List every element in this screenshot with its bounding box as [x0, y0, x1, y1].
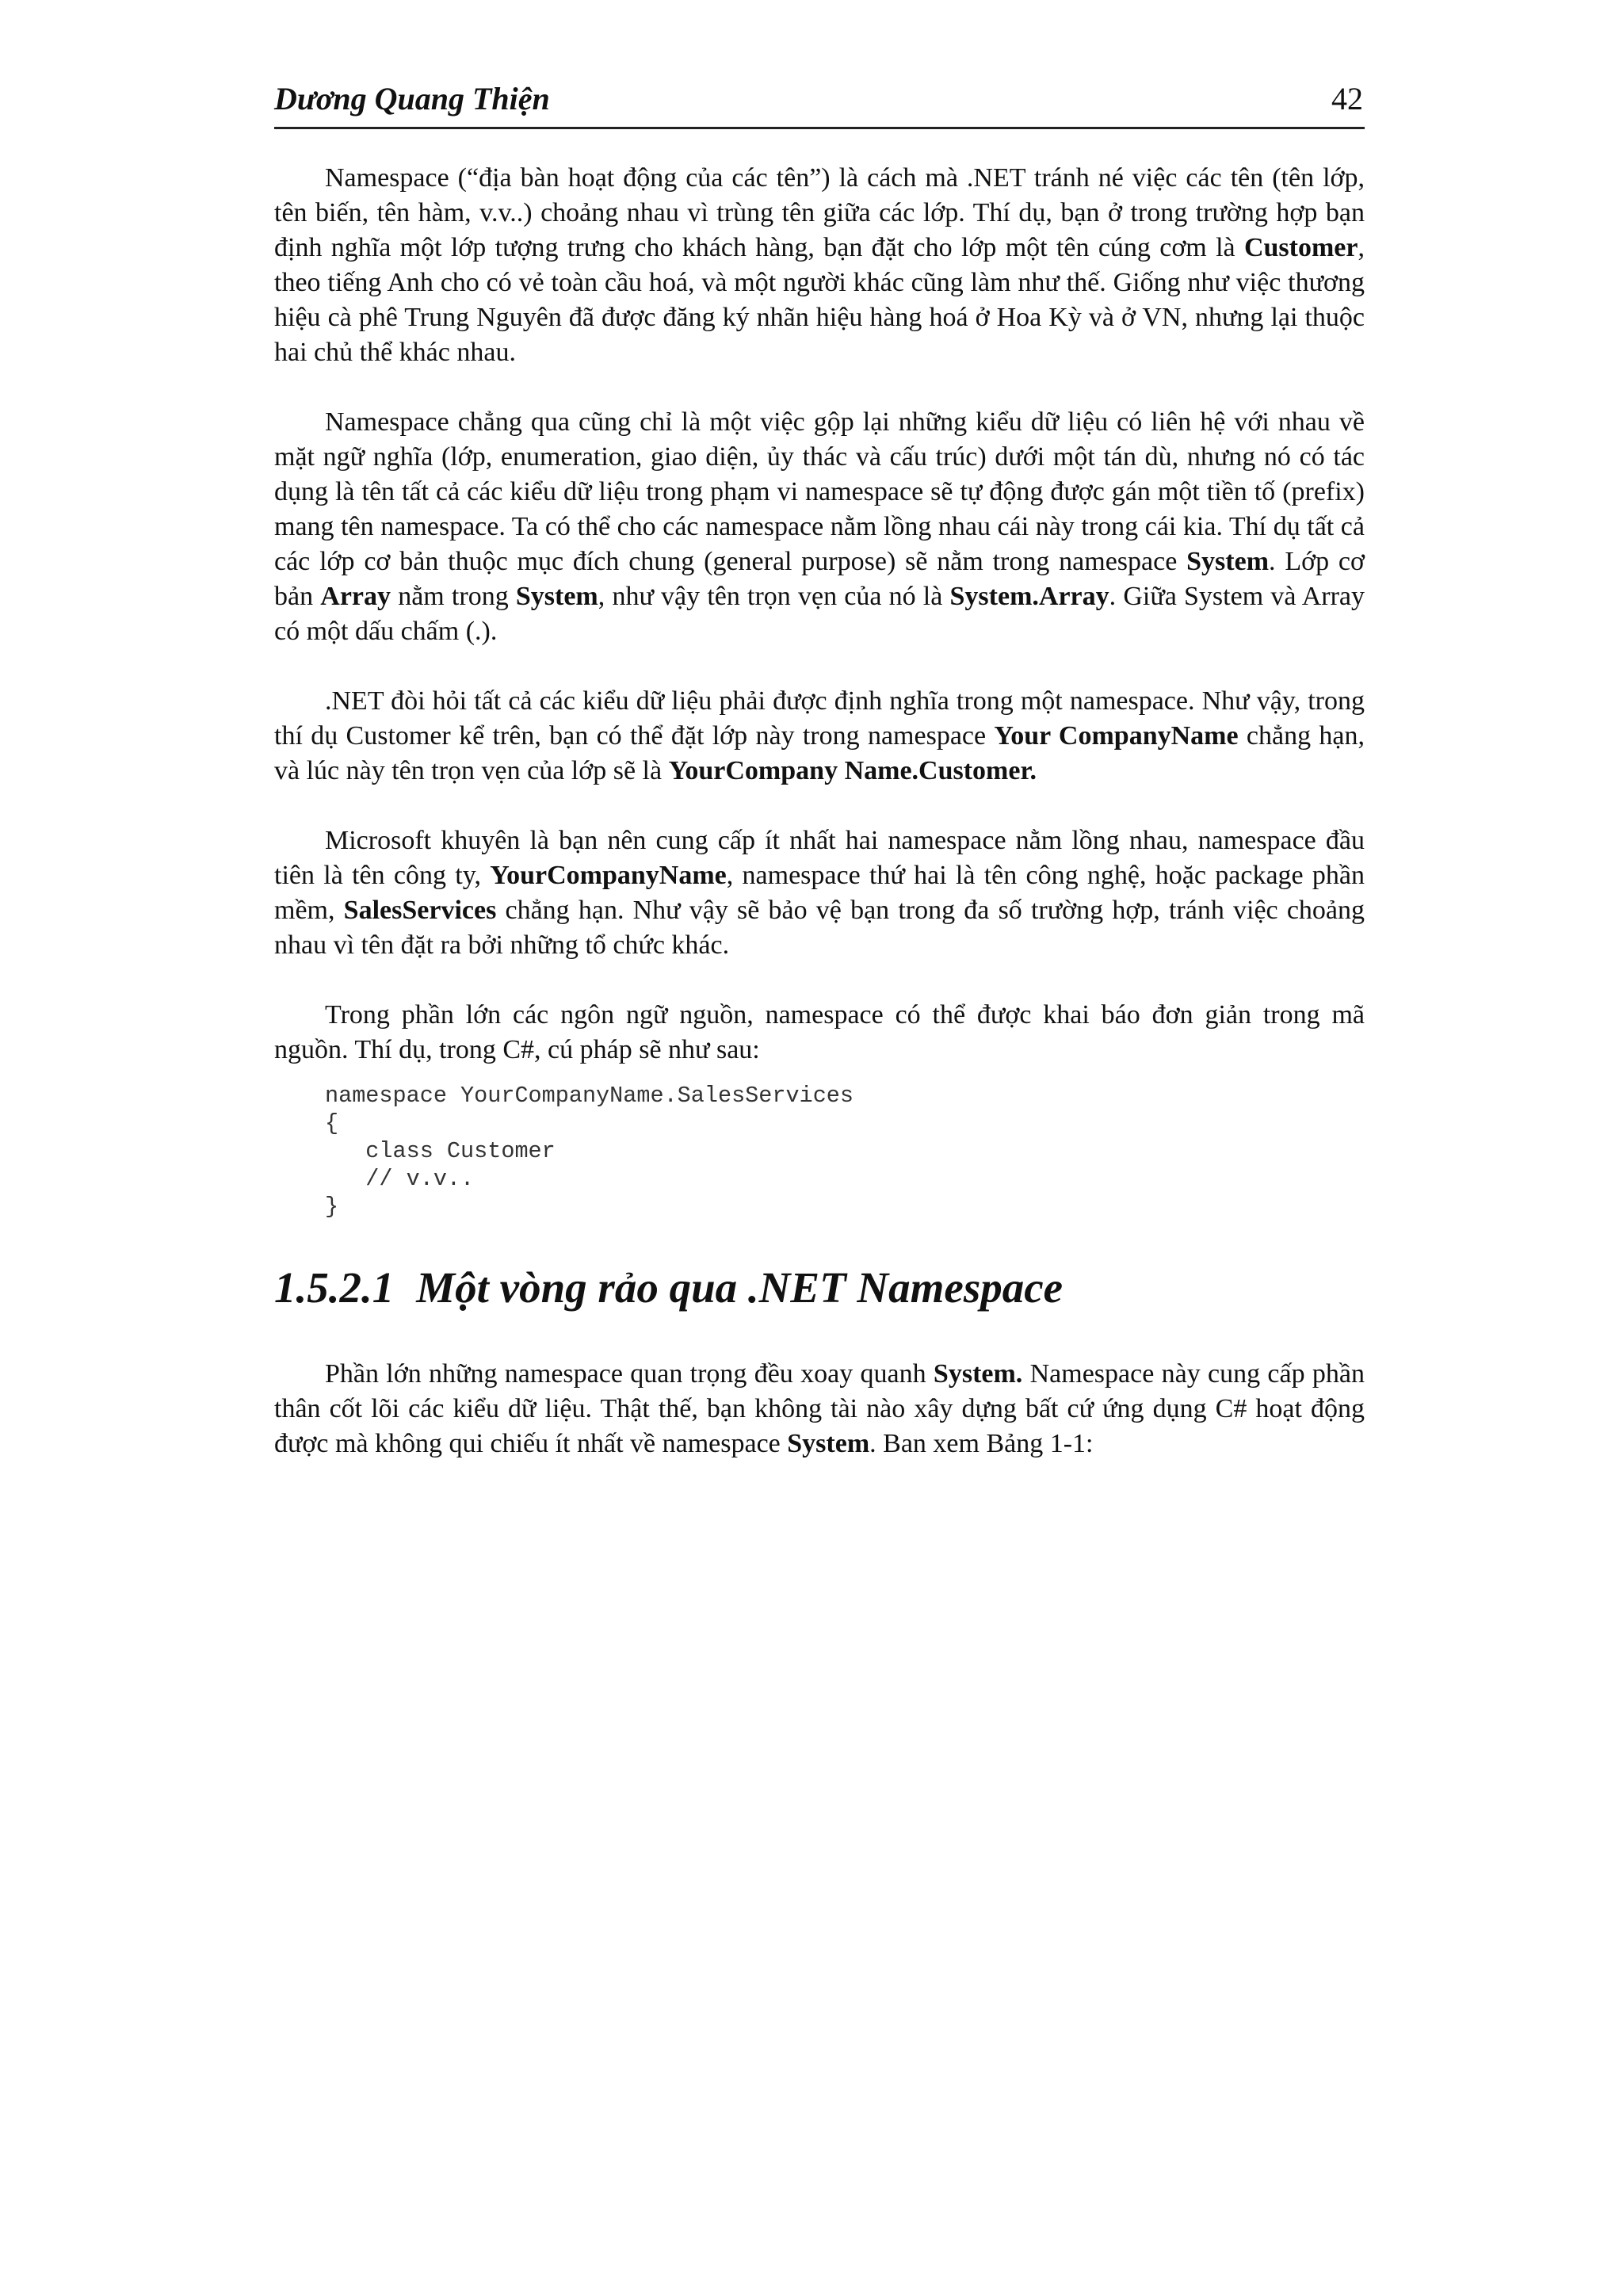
- paragraph-microsoft-advice: Microsoft khuyên là bạn nên cung cấp ít nhất hai namespace nằm lồng nhau, namespace đầu tiên là tên công ty, YourCompanyName, namespace thứ hai là tên công nghệ, hoặc package phần mềm, SalesServices chẳng hạn. Như vậy sẽ bảo vệ bạn trong đa số trường hợp, tránh việc choảng nhau vì tên đặt ra bởi những tổ chức khác.: [274, 826, 1365, 960]
- section-title: Một vòng rảo qua .NET Namespace: [416, 1263, 1064, 1312]
- term-array: Array: [320, 582, 391, 611]
- body-text: [274, 161, 1365, 1461]
- paragraph-net-requirement: .NET đòi hỏi tất cả các kiểu dữ liệu phải được định nghĩa trong một namespace. Như vậy, trong thí dụ Customer kể trên, bạn có thể đặt lớp này trong namespace Your CompanyName chẳng hạn, và lúc này tên trọn vẹn của lớp sẽ là YourCompany Name.Customer.: [274, 686, 1365, 785]
- code-sample: namespace YourCompanyName.SalesServices { class Customer // v.v.. }: [325, 1083, 854, 1220]
- term-salesservices: SalesServices: [343, 896, 497, 925]
- term-system-array: System.Array: [949, 582, 1109, 611]
- page-number: 42: [1331, 81, 1363, 117]
- term-system: System: [1186, 547, 1270, 576]
- term-system: System: [515, 582, 598, 611]
- section-heading: [274, 1260, 1365, 1316]
- author-name: Dương Quang Thiện: [274, 81, 550, 117]
- paragraph-system-namespace: Phần lớn những namespace quan trọng đều xoay quanh System. Namespace này cung cấp phần thân cốt lõi các kiểu dữ liệu. Thật thế, bạn không tài nào xây dựng bất cứ ứng dụng C# hoạt động được mà không qui chiếu ít nhất về namespace System. Ban xem Bảng 1-1:: [274, 1359, 1365, 1458]
- term-yourcompanyname: Your CompanyName: [994, 721, 1239, 751]
- term-yourcompanyname: YourCompanyName: [490, 861, 727, 890]
- term-full-name: YourCompany Name.Customer.: [668, 756, 1037, 785]
- page-header: [274, 79, 1365, 129]
- paragraph-namespace-grouping: Namespace chẳng qua cũng chỉ là một việc gộp lại những kiểu dữ liệu có liên hệ với nhau về mặt ngữ nghĩa (lớp, enumeration, giao diện, ủy thác và cấu trúc) dưới một tán dù, nhưng nó có tác dụng là tên tất cả các kiểu dữ liệu trong phạm vi namespace sẽ tự động được gán một tiền tố (prefix) mang tên namespace. Ta có thể cho các namespace nằm lồng nhau cái này trong cái kia. Thí dụ tất cả các lớp cơ bản thuộc mục đích chung (general purpose) sẽ nằm trong namespace System. Lớp cơ bản Array nằm trong System, như vậy tên trọn vẹn của nó là System.Array. Giữa System và Array có một dấu chấm (.).: [274, 407, 1365, 646]
- term-customer: Customer: [1243, 233, 1358, 262]
- section-number: 1.5.2.1: [274, 1263, 395, 1312]
- term-system: System: [787, 1429, 870, 1458]
- document-page: [274, 79, 1365, 1496]
- paragraph-namespace-intro: Namespace (“địa bàn hoạt động của các tên”) là cách mà .NET tránh né việc các tên (tên lớp, tên biến, tên hàm, v.v..) choảng nhau vì trùng tên giữa các lớp. Thí dụ, bạn ở trong trường hợp bạn định nghĩa một lớp tượng trưng cho khách hàng, bạn đặt cho lớp một tên cúng cơm là Customer, theo tiếng Anh cho có vẻ toàn cầu hoá, và một người khác cũng làm như thế. Giống như việc thương hiệu cà phê Trung Nguyên đã được đăng ký nhãn hiệu hàng hoá ở Hoa Kỳ và ở VN, nhưng lại thuộc hai chủ thể khác nhau.: [274, 163, 1365, 367]
- term-system: System.: [933, 1359, 1023, 1389]
- paragraph-declaration: Trong phần lớn các ngôn ngữ nguồn, namespace có thể được khai báo đơn giản trong mã nguồn. Thí dụ, trong C#, cú pháp sẽ như sau:: [274, 1000, 1365, 1064]
